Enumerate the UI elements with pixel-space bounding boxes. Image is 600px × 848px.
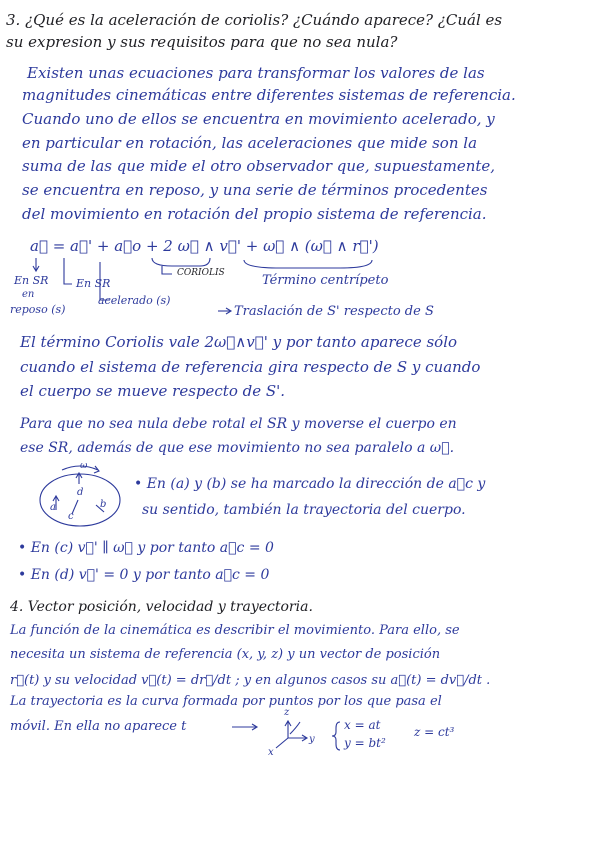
answer-3-line-7: del movimiento en rotación del propio sistema de referencia. xyxy=(22,205,487,223)
question-4-title: 4. Vector posición, velocidad y trayectoria. xyxy=(10,599,313,615)
coriolis-par-line-2: cuando el sistema de referencia gira respecto de S y cuando xyxy=(20,358,481,376)
answer-4-line-1: La función de la cinemática es describir el movimiento. Para ello, se xyxy=(10,623,460,638)
answer-3-line-3: Cuando uno de ellos se encuentra en movimiento acelerado, y xyxy=(22,110,495,128)
axis-z-label: z xyxy=(284,707,290,718)
question-3-line-2: su expresion y sus requisitos para que no sea nula? xyxy=(6,33,398,51)
en-sr-label-2: En SR xyxy=(76,277,111,290)
question-3-line-1: 3. ¿Qué es la aceleración de coriolis? ¿Cuándo aparece? ¿Cuál es xyxy=(6,11,503,29)
centripetal-term-label: Término centrípeto xyxy=(262,273,389,288)
param-eq-x: x = at xyxy=(344,718,381,732)
point-d-label: d xyxy=(77,487,84,498)
axis-x-label: x xyxy=(268,747,274,758)
answer-3-line-4: en particular en rotación, las aceleraciones que mide son la xyxy=(22,134,478,152)
param-eq-z: z = ct³ xyxy=(414,725,455,739)
coriolis-par-line-3: el cuerpo se mueve respecto de S'. xyxy=(20,382,286,400)
reposo-label: reposo (s) xyxy=(10,303,66,316)
answer-4-line-3: r⃗(t) y su velocidad v⃗(t) = dr⃗/dt ; y en algunos casos su a⃗(t) = dv⃗/dt . xyxy=(10,673,491,688)
point-b-label: b xyxy=(100,499,107,510)
param-eq-y: y = bt² xyxy=(344,736,386,750)
answer-3-line-2: magnitudes cinemáticas entre diferentes sistemas de referencia. xyxy=(22,86,516,104)
answer-3-line-6: se encuentra en reposo, y una serie de términos procedentes xyxy=(22,181,488,199)
coriolis-par-line-1: El término Coriolis vale 2ω⃗∧v⃗' y por tanto aparece sólo xyxy=(20,333,458,351)
answer-4-line-2: necesita un sistema de referencia (x, y, z) y un vector de posición xyxy=(10,647,441,662)
nula-par-line-1: Para que no sea nula debe rotal el SR y moverse el cuerpo en xyxy=(20,416,457,432)
bullet-1-line-2: su sentido, también la trayectoria del cuerpo. xyxy=(142,502,466,518)
en-label: en xyxy=(22,289,35,300)
omega-label: ω xyxy=(80,461,88,471)
acelerado-label: acelerado (s) xyxy=(98,294,171,307)
axis-y-label: y xyxy=(309,734,315,745)
answer-4-line-4: La trayectoria es la curva formada por puntos por los que pasa el xyxy=(10,694,442,709)
bullet-3: • En (d) v⃗' = 0 y por tanto a⃗c = 0 xyxy=(18,567,270,583)
point-a-label: a xyxy=(50,502,56,513)
coriolis-equation: a⃗ = a⃗' + a⃗o + 2 ω⃗ ∧ v⃗' + ω⃗ ∧ (ω⃗ ∧ r⃗') xyxy=(30,237,379,255)
en-sr-label: En SR xyxy=(14,274,49,287)
bullet-2: • En (c) v⃗' ∥ ω⃗ y por tanto a⃗c = 0 xyxy=(18,540,274,556)
point-c-label: c xyxy=(68,511,74,522)
answer-3-line-1: Existen unas ecuaciones para transformar los valores de las xyxy=(27,64,485,82)
nula-par-line-2: ese SR, además de que ese movimiento no sea paralelo a ω⃗. xyxy=(20,440,455,456)
bullet-1-line-1: • En (a) y (b) se ha marcado la dirección de a⃗c y xyxy=(134,476,486,492)
answer-3-line-5: suma de las que mide el otro observador que, supuestamente, xyxy=(22,157,496,175)
traslacion-label: Traslación de S' respecto de S xyxy=(234,304,434,319)
answer-4-line-5: móvil. En ella no aparece t xyxy=(10,719,187,734)
coriolis-label: CORIOLIS xyxy=(177,268,225,278)
